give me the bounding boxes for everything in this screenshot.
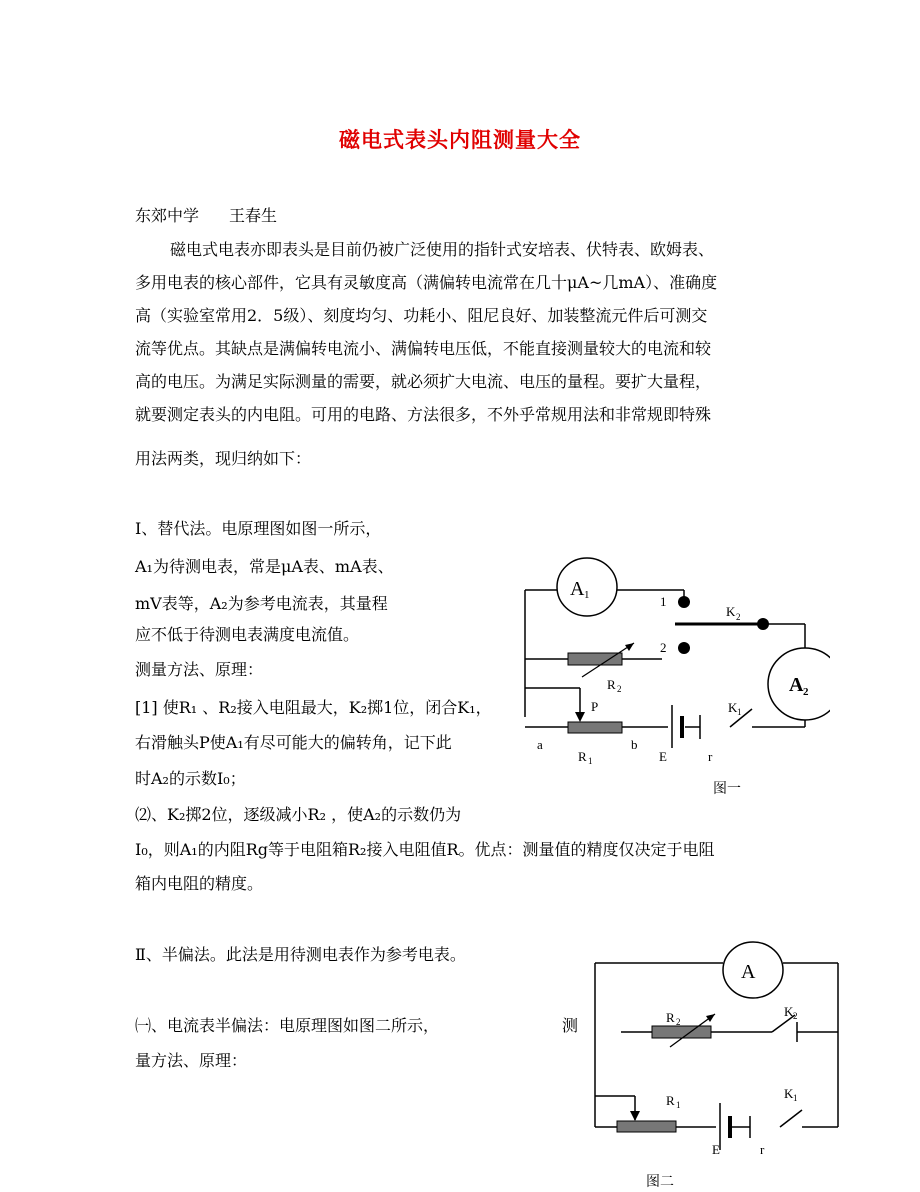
intro-line-6: 就要测定表头的内电阻。可用的电路、方法很多，不外乎常规用法和非常规即特殊 bbox=[135, 405, 712, 424]
author-name: 王春生 bbox=[229, 206, 278, 225]
a2-label: A bbox=[789, 674, 804, 696]
intro-line-1: 磁电式电表亦即表头是目前仍被广泛使用的指针式安培表、伏特表、欧姆表、 bbox=[170, 240, 715, 259]
k1-label: K bbox=[728, 700, 738, 715]
k2-sub: 2 bbox=[793, 1011, 798, 1021]
page-title: 磁电式表头内阻测量大全 bbox=[339, 127, 581, 152]
sec2-line-3: 量方法、原理： bbox=[135, 1051, 248, 1070]
sec2-line-1: Ⅱ、半偏法。此法是用待测电表作为参考电表。 bbox=[135, 945, 466, 964]
r2-sub: 2 bbox=[676, 1017, 681, 1027]
k2-sub: 2 bbox=[736, 612, 741, 622]
sec1-line-8: 时A₂的示数I₀； bbox=[135, 769, 246, 788]
a2-sub: 2 bbox=[803, 686, 809, 698]
sec1-line-10: I₀，则A₁的内阻Rg等于电阻箱R₂接入电阻值R。优点：测量值的精度仅决定于电阻 bbox=[135, 840, 715, 859]
end-a-label: a bbox=[537, 737, 543, 752]
battery-e-label: E bbox=[659, 749, 667, 764]
contact-2-label: 2 bbox=[660, 640, 667, 655]
a1-label: A bbox=[570, 578, 585, 600]
k1-switch-blade bbox=[780, 1110, 802, 1127]
battery-e-label: E bbox=[712, 1142, 720, 1157]
a1-sub: 1 bbox=[584, 589, 590, 601]
figure-1-caption: 图一 bbox=[713, 782, 741, 797]
intro-line-7: 用法两类，现归纳如下： bbox=[135, 449, 312, 468]
contact-1-dot bbox=[678, 596, 690, 608]
sec1-line-6: [1] 使R₁ 、R₂接入电阻最大，K₂掷1位，闭合K₁， bbox=[135, 698, 492, 717]
intro-line-4: 流等优点。其缺点是满偏转电流小、满偏转电压低，不能直接测量较大的电流和较 bbox=[135, 339, 712, 358]
end-b-label: b bbox=[631, 737, 638, 752]
r1-label: R bbox=[578, 749, 587, 764]
slider-p-label: P bbox=[591, 699, 599, 714]
k1-sub: 1 bbox=[737, 707, 742, 717]
r2-resistor bbox=[652, 1026, 711, 1038]
figure-2-circuit bbox=[580, 930, 880, 1192]
sec2-line-2: ㈠、电流表半偏法：电原理图如图二所示， bbox=[135, 1016, 440, 1035]
a-label: A bbox=[741, 961, 756, 983]
contact-2-dot bbox=[678, 642, 690, 654]
intro-line-5: 高的电压。为满足实际测量的需要，就必须扩大电流、电压的量程。要扩大量程， bbox=[135, 372, 712, 391]
r1-label: R bbox=[666, 1093, 675, 1108]
figure-1-circuit bbox=[500, 540, 830, 810]
sec1-line-5: 测量方法、原理： bbox=[135, 660, 264, 679]
sec1-line-4: 应不低于待测电表满度电流值。 bbox=[135, 625, 360, 644]
sec2-line-2-tail: 测 bbox=[562, 1016, 579, 1035]
sec1-line-3: mV表等，A₂为参考电流表，其量程 bbox=[135, 594, 388, 613]
r1-rheostat bbox=[617, 1121, 676, 1132]
k2-label: K bbox=[784, 1004, 794, 1019]
ammeter-a1-circle bbox=[557, 558, 617, 616]
r1-sub: 1 bbox=[676, 1100, 681, 1110]
r2-resistor bbox=[568, 653, 622, 665]
author-school: 东郊中学 bbox=[135, 206, 200, 225]
sec1-line-9: ⑵、K₂掷2位，逐级减小R₂ ，使A₂的示数仍为 bbox=[135, 805, 462, 824]
author-line bbox=[135, 205, 277, 227]
sec1-line-1: Ⅰ、替代法。电原理图如图一所示， bbox=[135, 519, 382, 538]
k2-label: K bbox=[726, 604, 736, 619]
r1-sub: 1 bbox=[588, 756, 593, 766]
battery-r-label: r bbox=[708, 749, 713, 764]
contact-1-label: 1 bbox=[660, 594, 667, 609]
intro-line-2: 多用电表的核心部件，它具有灵敏度高（满偏转电流常在几十μA~几mA）、准确度 bbox=[135, 273, 718, 292]
figure-2-caption: 图二 bbox=[646, 1175, 674, 1190]
k1-label: K bbox=[784, 1086, 794, 1101]
intro-line-3: 高（实验室常用2．5级）、刻度均匀、功耗小、阻尼良好、加装整流元件后可测交 bbox=[135, 306, 708, 325]
k1-sub: 1 bbox=[793, 1093, 798, 1103]
r2-sub: 2 bbox=[617, 684, 622, 694]
sec1-line-7: 右滑触头P使A₁有尽可能大的偏转角，记下此 bbox=[135, 733, 452, 752]
battery-r-label: r bbox=[760, 1142, 765, 1157]
r1-rheostat bbox=[568, 722, 622, 733]
r2-label: R bbox=[666, 1010, 675, 1025]
sec1-line-2: A₁为待测电表，常是μA表、mA表、 bbox=[135, 557, 394, 576]
r2-label: R bbox=[607, 677, 616, 692]
sec1-line-11: 箱内电阻的精度。 bbox=[135, 874, 264, 893]
